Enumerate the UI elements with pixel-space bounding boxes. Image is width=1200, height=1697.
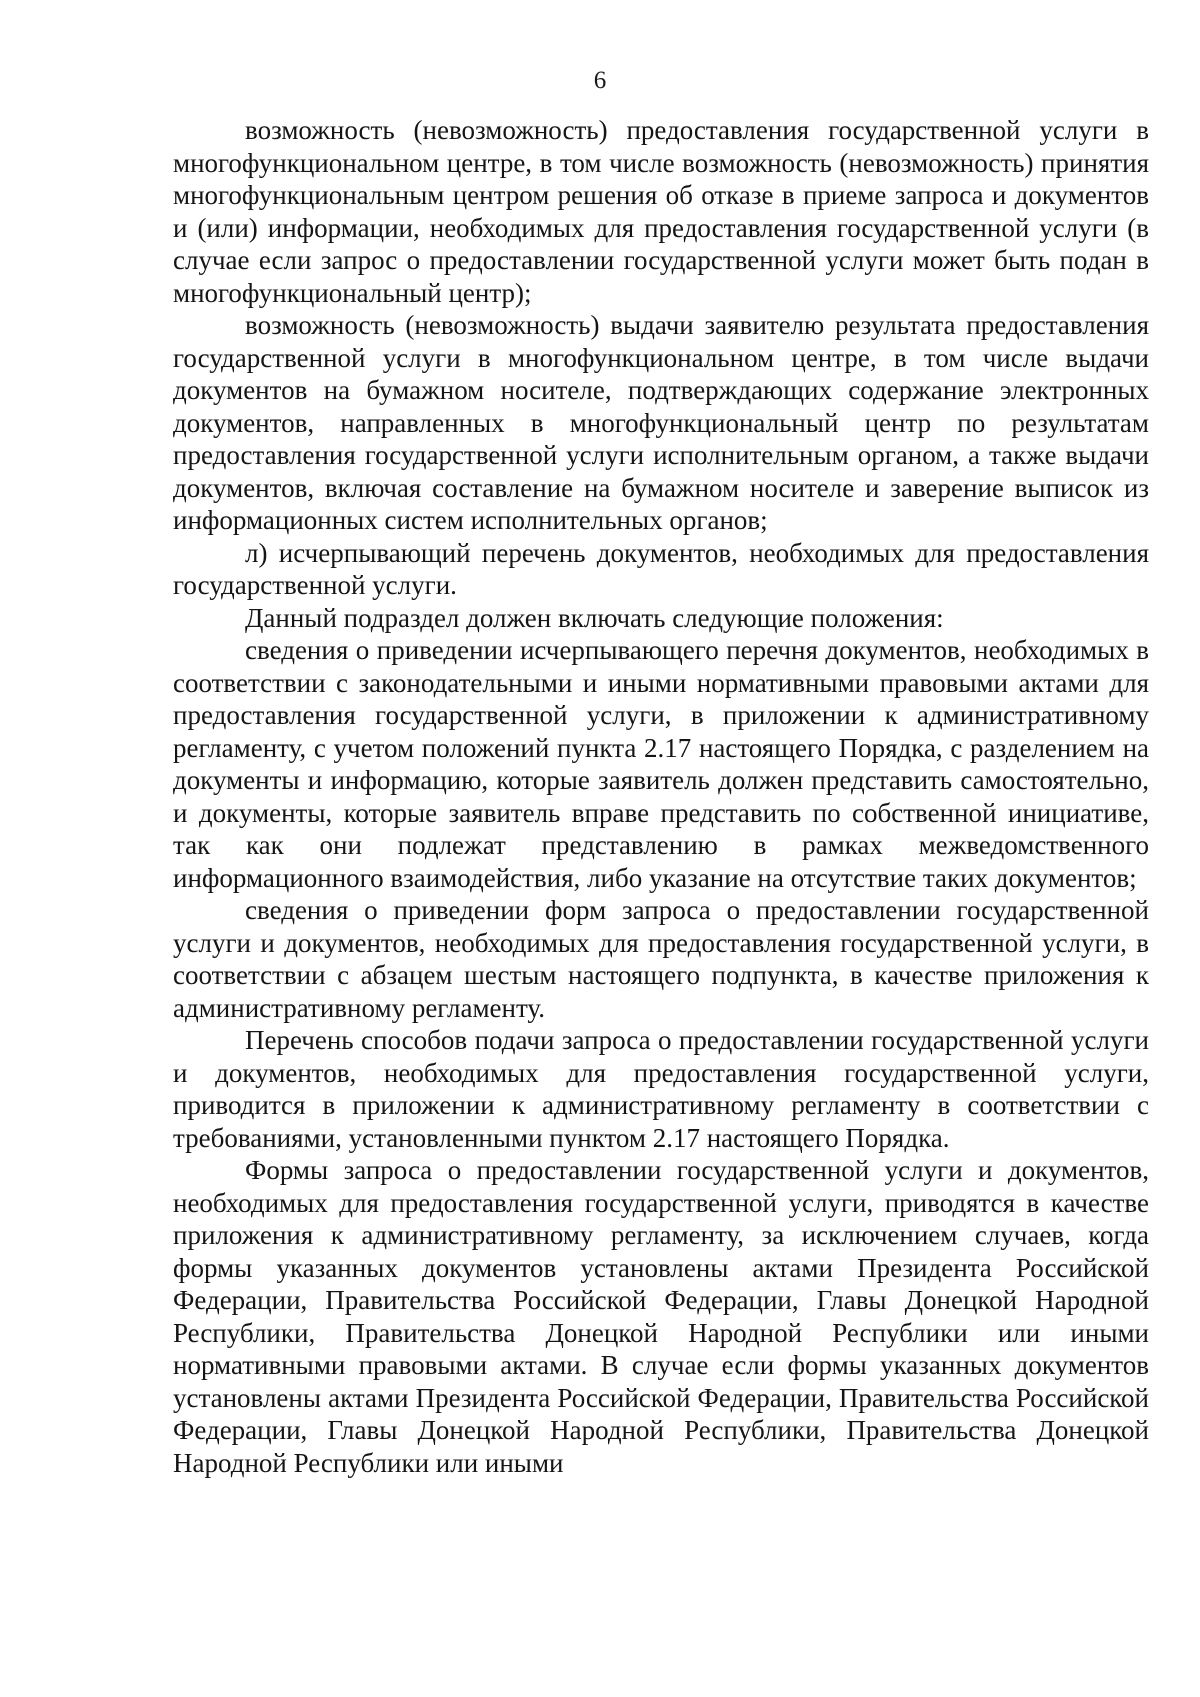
paragraph-subsection-provisions: Данный подраздел должен включать следующие положения: bbox=[245, 602, 944, 633]
document-body bbox=[173, 114, 1149, 1479]
paragraph-request-forms-info: сведения о приведении форм запроса о предоставлении государственной услуги и документов, необходимых для предоставления государственной услуги, в соответствии с абзацем шестым настоящего подпункта, в качестве приложения к административному регламенту. bbox=[173, 895, 1149, 1023]
paragraph-submission-methods: Перечень способов подачи запроса о предоставлении государственной услуги и документов, необходимых для предоставления государственной услуги, приводится в приложении к административному регламенту в соответствии с требованиями, установленными пунктом 2.17 настоящего Порядка. bbox=[173, 1025, 1149, 1153]
paragraph-mfc-issuance: возможность (невозможность) выдачи заявителю результата предоставления государственной услуги в многофункциональном центре, в том числе выдачи документов на бумажном носителе, подтверждающих содержание электронных документов, направленных в многофункциональный центр по результатам предоставления государственной услуги исполнительным органом, а также выдачи документов, включая составление на бумажном носителе и заверение выписок из информационных систем исполнительных органов; bbox=[173, 310, 1149, 535]
paragraph-request-forms: Формы запроса о предоставлении государственной услуги и документов, необходимых для предоставления государственной услуги, приводятся в качестве приложения к административному регламенту, за исключением случаев, когда формы указанных документов установлены актами Президента Российской Федерации, Правительства Российской Федерации, Главы Донецкой Народной Республики, Правительства Донецкой Народной Республики или иными нормативными правовыми актами. В случае если формы указанных документов установлены актами Президента Российской Федерации, Правительства Российской Федерации, Главы Донецкой Народной Республики, Правительства Донецкой Народной Республики или иными bbox=[173, 1155, 1149, 1478]
page-number: 6 bbox=[593, 67, 607, 94]
paragraph-exhaustive-list-info: сведения о приведении исчерпывающего перечня документов, необходимых в соответствии с законодательными и иными нормативными правовыми актами для предоставления государственной услуги, в приложении к административному регламенту, с учетом положений пункта 2.17 настоящего Порядка, с разделением на документы и информацию, которые заявитель должен представить самостоятельно, и документы, которые заявитель вправе представить по собственной инициативе, так как они подлежат представлению в рамках межведомственного информационного взаимодействия, либо указание на отсутствие таких документов; bbox=[173, 635, 1149, 893]
paragraph-item-l-documents-list: л) исчерпывающий перечень документов, необходимых для предоставления государственной услуги. bbox=[173, 537, 1149, 600]
paragraph-mfc-submission: возможность (невозможность) предоставления государственной услуги в многофункциональном центре, в том числе возможность (невозможность) принятия многофункциональным центром решения об отказе в приеме запроса и документов и (или) информации, необходимых для предоставления государственной услуги (в случае если запрос о предоставлении государственной услуги может быть подан в многофункциональный центр); bbox=[173, 115, 1149, 308]
